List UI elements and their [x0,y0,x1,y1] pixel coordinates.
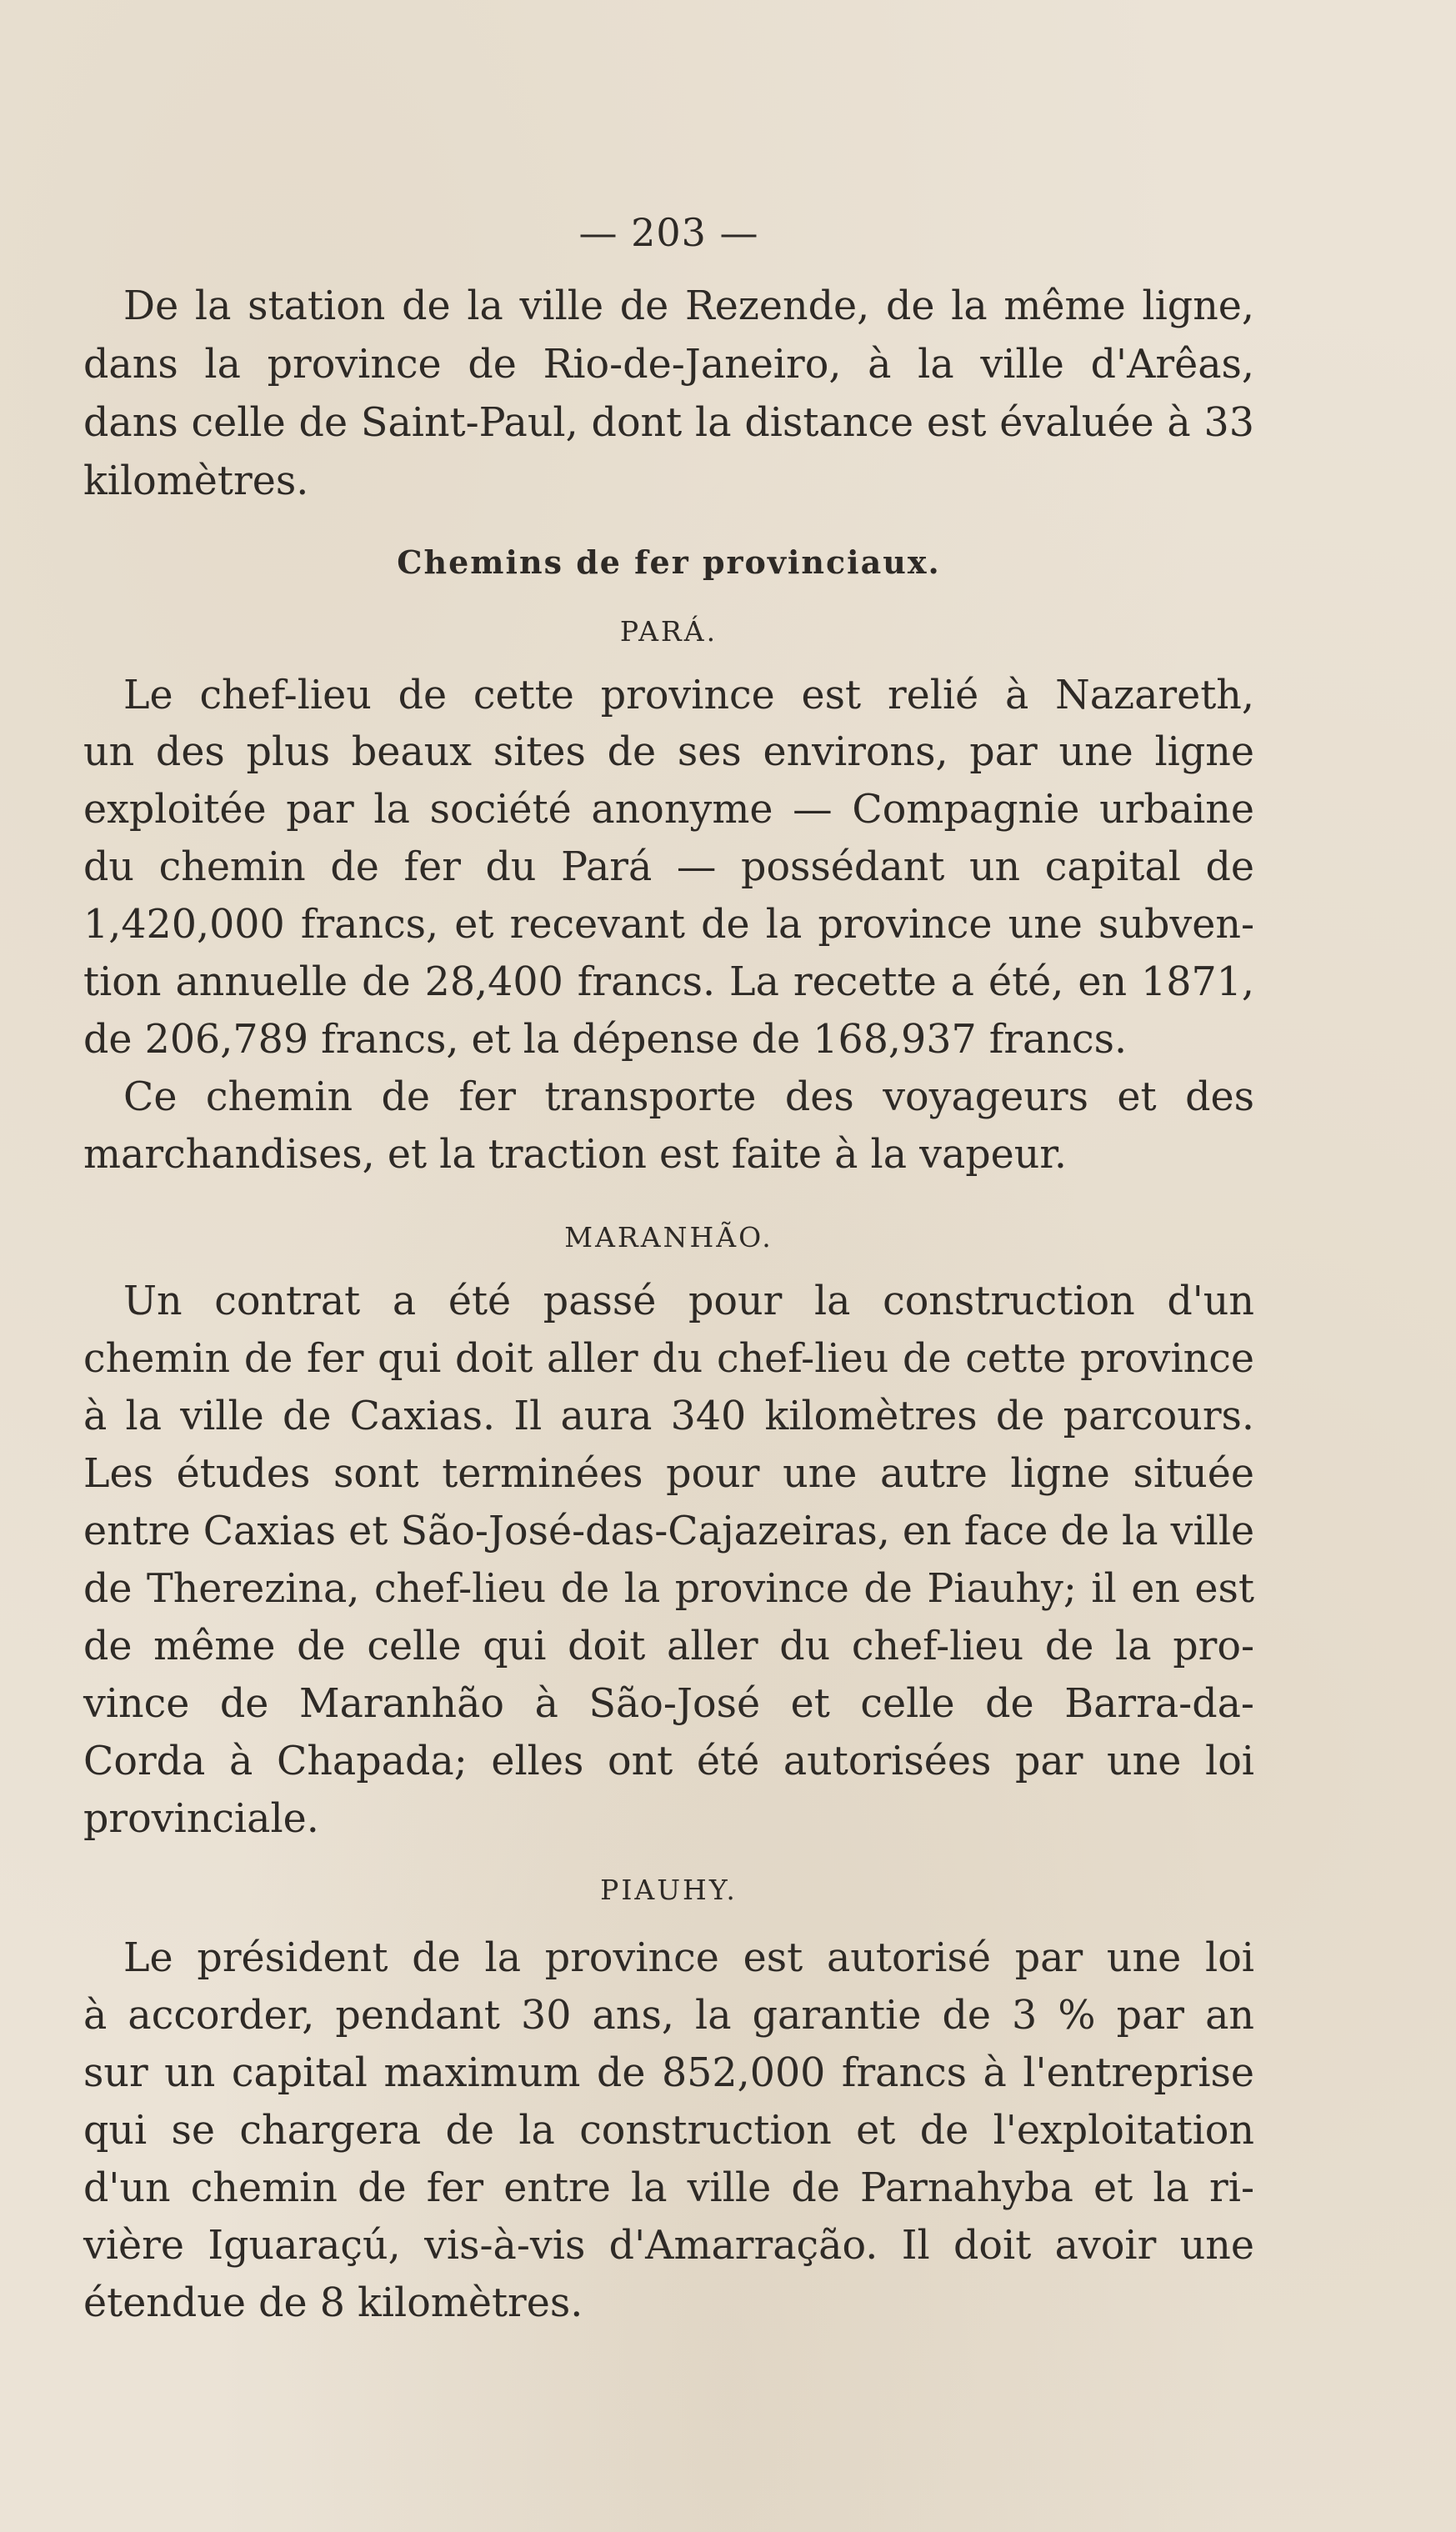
text-line: Les études sont terminées pour une autre ligne située [83,1451,1254,1497]
text-line: marchandises, et la traction est faite à la vapeur. [83,1132,1067,1178]
text-line: entre Caxias et São-José-das-Cajazeiras, en face de la ville [83,1509,1255,1554]
text-line: kilomètres. [83,458,309,504]
text-line: un des plus beaux sites de ses environs, par une ligne [83,729,1254,775]
section-title: Chemins de fer provinciaux. [397,543,941,581]
text-line: Un contrat a été passé pour la construction d'un [123,1279,1254,1324]
text-line: De la station de la ville de Rezende, de la même ligne, [123,283,1254,329]
text-line: de Therezina, chef-lieu de la province de Piauhy; il en est [83,1566,1254,1612]
section-heading-para: PARÁ. [619,615,718,648]
section-heading-piauhy: PIAUHY. [600,1874,738,1906]
text-line: tion annuelle de 28,400 francs. La recette a été, en 1871, [83,959,1254,1005]
text-line: provinciale. [83,1796,319,1842]
text-line: à accorder, pendant 30 ans, la garantie de 3 % par an [83,1993,1254,2039]
text-line: 1,420,000 francs, et recevant de la province une subven- [83,902,1254,948]
text-line: de même de celle qui doit aller du chef-lieu de la pro- [83,1624,1254,1669]
text-line: à la ville de Caxias. Il aura 340 kilomètres de parcours. [83,1394,1254,1439]
text-line: chemin de fer qui doit aller du chef-lieu de cette province [83,1336,1254,1382]
text-line: exploitée par la société anonyme — Compagnie urbaine [83,787,1254,833]
text-line: du chemin de fer du Pará — possédant un capital de [83,844,1254,890]
text-line: étendue de 8 kilomètres. [83,2280,583,2326]
text-line: vince de Maranhão à São-José et celle de Barra-da- [83,1681,1254,1727]
text-line: Le président de la province est autorisé par une loi [123,1935,1254,1981]
text-line: Le chef-lieu de cette province est relié à Nazareth, [123,673,1254,718]
text-line: dans la province de Rio-de-Janeiro, à la ville d'Arêas, [83,342,1254,388]
text-line: qui se chargera de la construction et de l'exploitation [83,2108,1254,2154]
text-line: sur un capital maximum de 852,000 francs à l'entreprise [83,2050,1254,2096]
text-line: Corda à Chapada; elles ont été autorisées par une loi [83,1739,1254,1784]
section-heading-maranhao: MARANHÃO. [564,1221,773,1253]
page-number: — 203 — [578,210,759,255]
text-line: dans celle de Saint-Paul, dont la distance est évaluée à 33 [83,400,1254,446]
text-line: de 206,789 francs, et la dépense de 168,937 francs. [83,1017,1128,1063]
text-line: Ce chemin de fer transporte des voyageurs et des [123,1074,1254,1120]
text-line: vière Iguaraçú, vis-à-vis d'Amarração. Il doit avoir une [83,2223,1254,2269]
text-line: d'un chemin de fer entre la ville de Parnahyba et la ri- [83,2165,1254,2211]
